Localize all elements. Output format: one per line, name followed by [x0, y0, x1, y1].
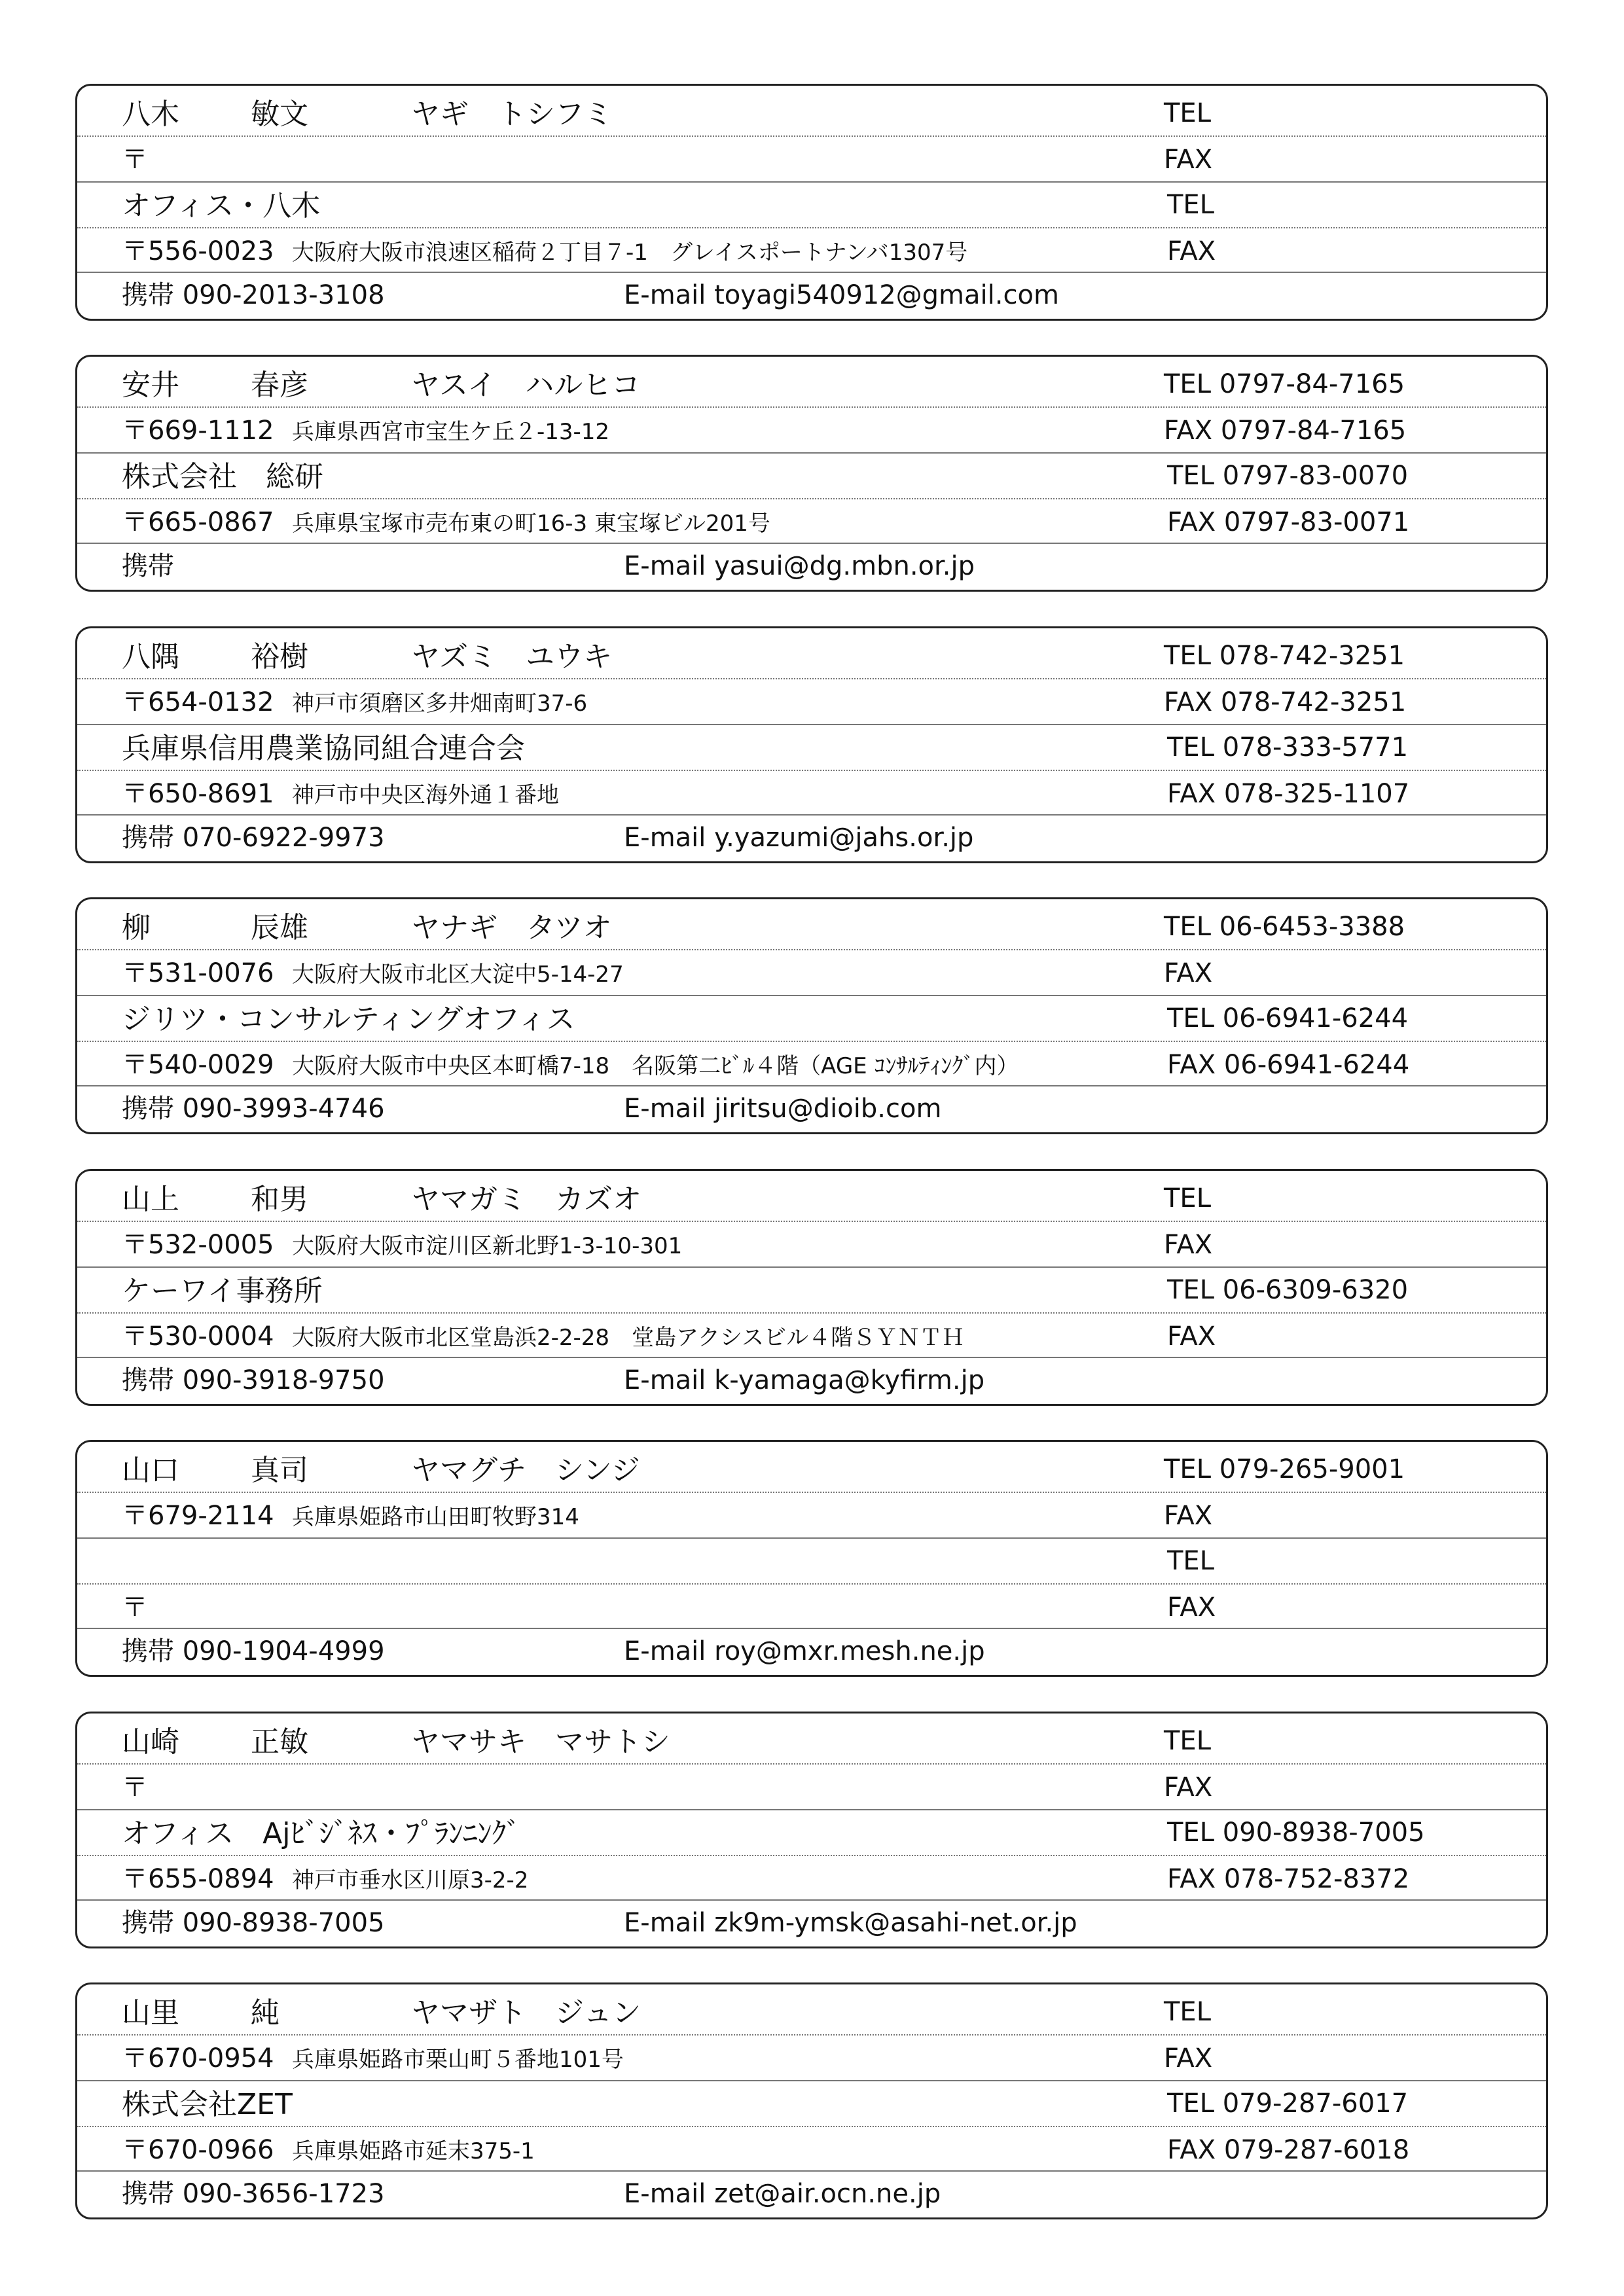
row-divider	[77, 227, 1546, 228]
given-name: 真司	[251, 1454, 308, 1487]
work-tel: TEL 090-8938-7005	[1167, 1818, 1425, 1848]
home-tel: TEL 0797-84-7165	[1164, 369, 1405, 399]
work-postal-code: 〒530-0004	[122, 1321, 274, 1352]
organization: オフィス・八木	[122, 189, 321, 223]
home-fax: FAX 0797-84-7165	[1164, 416, 1407, 446]
mobile-number: 携帯 090-3918-9750	[122, 1365, 385, 1395]
surname: 八木	[122, 98, 179, 131]
name-kana: ヤマガミ カズオ	[411, 1183, 641, 1216]
section-divider	[77, 272, 1546, 273]
home-postal-code: 〒531-0076	[122, 958, 274, 988]
section-divider	[77, 995, 1546, 996]
section-divider	[77, 1809, 1546, 1810]
name-kana: ヤマサキ マサトシ	[411, 1725, 670, 1759]
mobile-number: 携帯	[122, 551, 174, 581]
email-address[interactable]: E-mail jiritsu@dioib.com	[624, 1094, 942, 1124]
home-address: 大阪府大阪市北区大淀中5-14-27	[292, 961, 624, 988]
home-tel: TEL 079-265-9001	[1164, 1454, 1405, 1484]
home-fax: FAX	[1164, 145, 1213, 175]
section-divider	[77, 452, 1546, 454]
row-divider	[77, 1492, 1546, 1493]
given-name: 純	[251, 1996, 280, 2030]
section-divider	[77, 1899, 1546, 1901]
surname: 山里	[122, 1996, 179, 2030]
home-address: 兵庫県姫路市栗山町５番地101号	[292, 2047, 624, 2073]
contact-card	[75, 1712, 1548, 1948]
section-divider	[77, 814, 1546, 816]
mobile-number: 携帯 090-3993-4746	[122, 1094, 385, 1124]
organization: 兵庫県信用農業協同組合連合会	[122, 732, 525, 765]
home-postal-code: 〒	[122, 1772, 148, 1803]
contact-card	[75, 84, 1548, 321]
work-postal-code: 〒650-8691	[122, 779, 274, 809]
work-address: 兵庫県姫路市延末375-1	[292, 2138, 535, 2164]
work-fax: FAX 078-752-8372	[1167, 1864, 1410, 1894]
work-postal-code: 〒540-0029	[122, 1050, 274, 1080]
email-address[interactable]: E-mail y.yazumi@jahs.or.jp	[624, 823, 974, 853]
row-divider	[77, 1221, 1546, 1222]
email-address[interactable]: E-mail toyagi540912@gmail.com	[624, 280, 1059, 310]
contact-card	[75, 1982, 1548, 2219]
section-divider	[77, 2080, 1546, 2081]
contact-card	[75, 626, 1548, 863]
row-divider	[77, 2034, 1546, 2036]
home-tel: TEL 06-6453-3388	[1164, 912, 1405, 942]
home-address: 大阪府大阪市淀川区新北野1-3-10-301	[292, 1233, 683, 1259]
contact-card	[75, 1440, 1548, 1677]
row-divider	[77, 1312, 1546, 1314]
row-divider	[77, 949, 1546, 950]
section-divider	[77, 543, 1546, 544]
section-divider	[77, 1628, 1546, 1629]
given-name: 裕樹	[251, 640, 308, 673]
work-address: 大阪府大阪市北区堂島浜2-2-28 堂島アクシスビル４階ＳＹＮＴＨ	[292, 1325, 965, 1351]
work-fax: FAX 06-6941-6244	[1167, 1050, 1410, 1080]
home-postal-code: 〒654-0132	[122, 687, 274, 717]
home-fax: FAX 078-742-3251	[1164, 687, 1407, 717]
home-fax: FAX	[1164, 1230, 1213, 1260]
name-kana: ヤマザト ジュン	[411, 1996, 641, 2030]
organization: 株式会社ZET	[122, 2088, 293, 2121]
work-address: 神戸市中央区海外通１番地	[292, 782, 559, 808]
contact-card	[75, 355, 1548, 592]
organization: オフィス Ajﾋﾞｼﾞﾈｽ・ﾌﾟﾗﾝﾆﾝｸﾞ	[122, 1817, 521, 1850]
organization: ジリツ・コンサルティングオフィス	[122, 1003, 575, 1036]
mobile-number: 携帯 090-3656-1723	[122, 2179, 385, 2209]
mobile-number: 携帯 070-6922-9973	[122, 823, 385, 853]
home-postal-code: 〒	[122, 145, 148, 175]
mobile-number: 携帯 090-1904-4999	[122, 1636, 385, 1666]
organization: ケーワイ事務所	[122, 1274, 323, 1308]
given-name: 春彦	[251, 368, 308, 402]
section-divider	[77, 1085, 1546, 1086]
work-address: 大阪府大阪市浪速区稲荷２丁目７-1 グレイスポートナンバ1307号	[292, 240, 968, 266]
surname: 安井	[122, 368, 179, 402]
home-postal-code: 〒532-0005	[122, 1230, 274, 1260]
email-address[interactable]: E-mail zet@air.ocn.ne.jp	[624, 2179, 941, 2209]
work-postal-code: 〒556-0023	[122, 236, 274, 266]
row-divider	[77, 406, 1546, 408]
row-divider	[77, 2126, 1546, 2127]
section-divider	[77, 181, 1546, 183]
home-tel: TEL	[1164, 98, 1211, 128]
work-address: 大阪府大阪市中央区本町橋7-18 名阪第二ﾋﾞﾙ４階（AGE ｺﾝｻﾙﾃｨﾝｸﾞ内）	[292, 1053, 1019, 1079]
name-kana: ヤズミ ユウキ	[411, 640, 613, 673]
mobile-number: 携帯 090-8938-7005	[122, 1908, 385, 1938]
name-kana: ヤギ トシフミ	[411, 98, 613, 131]
organization: 株式会社 総研	[122, 460, 323, 493]
home-postal-code: 〒679-2114	[122, 1501, 274, 1531]
work-address: 兵庫県宝塚市売布東の町16-3 東宝塚ビル201号	[292, 511, 770, 537]
row-divider	[77, 1855, 1546, 1856]
work-fax: FAX 078-325-1107	[1167, 779, 1410, 809]
email-address[interactable]: E-mail roy@mxr.mesh.ne.jp	[624, 1636, 985, 1666]
home-address: 兵庫県姫路市山田町牧野314	[292, 1504, 579, 1530]
work-tel: TEL 0797-83-0070	[1167, 461, 1409, 491]
home-tel: TEL	[1164, 1726, 1211, 1756]
work-tel: TEL 078-333-5771	[1167, 732, 1409, 762]
home-address: 神戸市須磨区多井畑南町37-6	[292, 691, 588, 717]
contact-card	[75, 1169, 1548, 1406]
name-kana: ヤスイ ハルヒコ	[411, 368, 641, 402]
section-divider	[77, 2170, 1546, 2172]
home-fax: FAX	[1164, 1772, 1213, 1803]
section-divider	[77, 1537, 1546, 1539]
work-fax: FAX 0797-83-0071	[1167, 507, 1410, 537]
home-tel: TEL	[1164, 1997, 1211, 2027]
email-address[interactable]: E-mail zk9m-ymsk@asahi-net.or.jp	[624, 1908, 1077, 1938]
home-fax: FAX	[1164, 958, 1213, 988]
row-divider	[77, 770, 1546, 771]
row-divider	[77, 678, 1546, 679]
surname: 山上	[122, 1183, 179, 1216]
email-address[interactable]: E-mail k-yamaga@kyfirm.jp	[624, 1365, 985, 1395]
row-divider	[77, 1583, 1546, 1585]
work-fax: FAX	[1167, 1321, 1216, 1352]
home-fax: FAX	[1164, 2043, 1213, 2073]
work-tel: TEL	[1167, 190, 1214, 220]
name-kana: ヤマグチ シンジ	[411, 1454, 640, 1487]
section-divider	[77, 1357, 1546, 1358]
surname: 柳	[122, 911, 151, 944]
row-divider	[77, 498, 1546, 499]
work-fax: FAX	[1167, 1592, 1216, 1623]
work-postal-code: 〒670-0966	[122, 2135, 274, 2165]
work-fax: FAX	[1167, 236, 1216, 266]
home-postal-code: 〒669-1112	[122, 416, 274, 446]
section-divider	[77, 724, 1546, 725]
given-name: 辰雄	[251, 911, 308, 944]
row-divider	[77, 135, 1546, 137]
row-divider	[77, 1041, 1546, 1042]
home-postal-code: 〒670-0954	[122, 2043, 274, 2073]
home-tel: TEL	[1164, 1183, 1211, 1213]
given-name: 正敏	[251, 1725, 308, 1759]
given-name: 和男	[251, 1183, 308, 1216]
work-address: 神戸市垂水区川原3-2-2	[292, 1867, 529, 1893]
work-tel: TEL 079-287-6017	[1167, 2089, 1409, 2119]
surname: 山口	[122, 1454, 179, 1487]
work-postal-code: 〒665-0867	[122, 507, 274, 537]
section-divider	[77, 1266, 1546, 1268]
row-divider	[77, 1763, 1546, 1765]
work-tel: TEL 06-6941-6244	[1167, 1003, 1409, 1033]
home-tel: TEL 078-742-3251	[1164, 641, 1405, 671]
work-postal-code: 〒655-0894	[122, 1864, 274, 1894]
work-tel: TEL	[1167, 1546, 1214, 1576]
home-address: 兵庫県西宮市宝生ケ丘２-13-12	[292, 419, 610, 445]
work-tel: TEL 06-6309-6320	[1167, 1275, 1409, 1305]
name-kana: ヤナギ タツオ	[411, 911, 612, 944]
home-fax: FAX	[1164, 1501, 1213, 1531]
given-name: 敏文	[251, 98, 308, 131]
surname: 八隅	[122, 640, 179, 673]
mobile-number: 携帯 090-2013-3108	[122, 280, 385, 310]
surname: 山崎	[122, 1725, 179, 1759]
email-address[interactable]: E-mail yasui@dg.mbn.or.jp	[624, 551, 975, 581]
work-fax: FAX 079-287-6018	[1167, 2135, 1410, 2165]
work-postal-code: 〒	[122, 1592, 148, 1623]
contact-card	[75, 897, 1548, 1134]
